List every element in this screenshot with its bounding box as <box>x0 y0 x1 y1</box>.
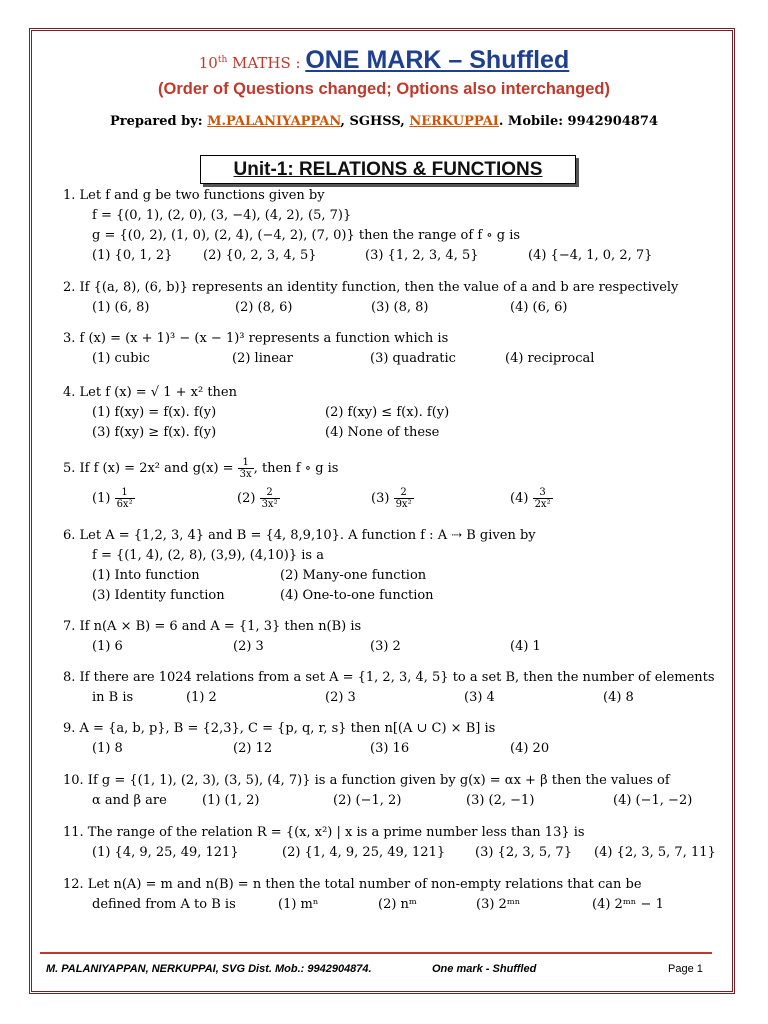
q5-g-numerator: 1 <box>238 457 254 469</box>
q4-text: 4. Let f (x) = √ 1 + x² then <box>63 385 237 400</box>
q8-text: 8. If there are 1024 relations from a set A = {1, 2, 3, 4, 5} to a set B, then the number of elements <box>63 670 715 685</box>
q8-option-1: (1) 2 <box>186 690 217 705</box>
q11-text: 11. The range of the relation R = {(x, x²) | x is a prime number less than 13} is <box>63 825 585 840</box>
q5-option-1 <box>92 487 135 510</box>
q3-option-2: (2) linear <box>232 351 293 366</box>
footer-page-number: Page 1 <box>668 963 703 975</box>
q7-text: 7. If n(A × B) = 6 and A = {1, 3} then n(B) is <box>63 619 362 634</box>
q3-option-1: (1) cubic <box>92 351 150 366</box>
footer-doc-title: One mark - Shuffled <box>432 963 537 975</box>
q5-option-1-numerator: 1 <box>115 487 135 499</box>
q5-g-fraction <box>238 457 254 480</box>
q2-option-4: (4) (6, 6) <box>510 300 568 315</box>
q7-option-3: (3) 2 <box>370 639 401 654</box>
q10-option-3: (3) (2, −1) <box>466 793 535 808</box>
q6-option-1: (1) Into function <box>92 568 200 583</box>
q5-text-start: 5. If f (x) = 2x² and g(x) = <box>63 461 238 476</box>
q5-option-2-label: (2) <box>237 491 256 506</box>
mobile-number: . Mobile: 9942904874 <box>498 114 659 129</box>
school-name: , SGHSS, <box>340 114 410 129</box>
q10-option-2: (2) (−1, 2) <box>333 793 402 808</box>
q5-option-1-fraction <box>115 487 135 510</box>
q5-option-4-denominator: 2x² <box>534 499 551 510</box>
q1-option-4: (4) {−4, 1, 0, 2, 7} <box>528 248 653 263</box>
q3-text: 3. f (x) = (x + 1)³ − (x − 1)³ represents a function which is <box>63 331 449 346</box>
prepared-by <box>0 114 768 129</box>
q5-option-4-label: (4) <box>510 491 529 506</box>
page-subtitle: (Order of Questions changed; Options also interchanged) <box>158 80 610 98</box>
q5-option-1-label: (1) <box>92 491 111 506</box>
q10-option-4: (4) (−1, −2) <box>613 793 693 808</box>
q5-option-2-fraction <box>260 487 280 510</box>
q9-option-4: (4) 20 <box>510 741 550 756</box>
q9-option-2: (2) 12 <box>233 741 273 756</box>
place-name: NERKUPPAI <box>409 114 499 129</box>
q5-option-3-denominator: 9x² <box>395 499 412 510</box>
q7-option-2: (2) 3 <box>233 639 264 654</box>
q10-option-1: (1) (1, 2) <box>202 793 260 808</box>
q12-option-3: (3) 2ᵐⁿ <box>476 897 521 912</box>
q7-option-1: (1) 6 <box>92 639 123 654</box>
q6-option-2: (2) Many-one function <box>280 568 427 583</box>
footer-divider <box>40 952 712 954</box>
q11-option-4: (4) {2, 3, 5, 7, 11} <box>594 845 716 860</box>
q2-option-3: (3) (8, 8) <box>371 300 429 315</box>
q8-option-4: (4) 8 <box>603 690 634 705</box>
q8-text-cont: in B is <box>92 690 134 705</box>
q5-option-3 <box>371 487 414 510</box>
q12-text-cont: defined from A to B is <box>92 897 236 912</box>
title-subject: MATHS : <box>227 54 306 72</box>
q4-option-1: (1) f(xy) = f(x). f(y) <box>92 405 217 420</box>
q5-option-3-numerator: 2 <box>394 487 414 499</box>
prepared-label: Prepared by: <box>109 114 208 129</box>
q9-option-1: (1) 8 <box>92 741 123 756</box>
q2-text: 2. If {(a, 8), (6, b)} represents an identity function, then the value of a and b are respectively <box>63 280 679 295</box>
q4-option-3: (3) f(xy) ≥ f(x). f(y) <box>92 425 217 440</box>
q5-option-3-fraction <box>394 487 414 510</box>
q12-option-1: (1) mⁿ <box>278 897 319 912</box>
q5-option-4-fraction <box>533 487 553 510</box>
q4-option-4: (4) None of these <box>325 425 440 440</box>
footer-author: M. PALANIYAPPAN, NERKUPPAI, SVG Dist. Mob.: 9942904874. <box>46 963 372 975</box>
author-name: M.PALANIYAPPAN <box>207 114 341 129</box>
q9-text: 9. A = {a, b, p}, B = {2,3}, C = {p, q, r, s} then n[(A ∪ C) × B] is <box>63 721 496 736</box>
q2-option-1: (1) (6, 8) <box>92 300 150 315</box>
q5-option-4 <box>510 487 553 510</box>
q3-option-4: (4) reciprocal <box>505 351 595 366</box>
q5-option-1-denominator: 6x² <box>116 499 133 510</box>
q1-g-definition: g = {(0, 2), (1, 0), (2, 4), (−4, 2), (7, 0)} then the range of f ∘ g is <box>92 228 521 243</box>
q1-f-definition: f = {(0, 1), (2, 0), (3, −4), (4, 2), (5, 7)} <box>92 208 352 223</box>
q1-option-2: (2) {0, 2, 3, 4, 5} <box>203 248 317 263</box>
q10-text-cont: α and β are <box>92 793 167 808</box>
q7-option-4: (4) 1 <box>510 639 541 654</box>
q6-option-4: (4) One-to-one function <box>280 588 434 603</box>
q1-option-1: (1) {0, 1, 2} <box>92 248 173 263</box>
q5-option-2-denominator: 3x² <box>261 499 278 510</box>
q6-option-3: (3) Identity function <box>92 588 225 603</box>
q12-text: 12. Let n(A) = m and n(B) = n then the total number of non-empty relations that can be <box>63 877 642 892</box>
q1-option-3: (3) {1, 2, 3, 4, 5} <box>365 248 479 263</box>
q5-g-denominator: 3x <box>239 469 252 480</box>
q5-text <box>63 457 338 480</box>
unit-heading: Unit-1: RELATIONS & FUNCTIONS <box>233 159 543 180</box>
q11-option-1: (1) {4, 9, 25, 49, 121} <box>92 845 239 860</box>
q6-text: 6. Let A = {1,2, 3, 4} and B = {4, 8,9,10}. A function f : A ⇢ B given by <box>63 528 536 543</box>
q5-option-4-numerator: 3 <box>533 487 553 499</box>
q8-option-3: (3) 4 <box>464 690 495 705</box>
title-class-suffix: th <box>217 55 228 65</box>
q5-text-end: , then f ∘ g is <box>253 461 339 476</box>
title-class-number: 10 <box>198 54 218 72</box>
unit-heading-box <box>200 155 576 184</box>
q5-option-3-label: (3) <box>371 491 390 506</box>
q6-f-definition: f = {(1, 4), (2, 8), (3,9), (4,10)} is a <box>92 548 324 563</box>
q5-option-2-numerator: 2 <box>260 487 280 499</box>
q11-option-2: (2) {1, 4, 9, 25, 49, 121} <box>282 845 446 860</box>
q12-option-4: (4) 2ᵐⁿ − 1 <box>592 897 664 912</box>
q5-option-2 <box>237 487 280 510</box>
q10-text: 10. If g = {(1, 1), (2, 3), (3, 5), (4, 7)} is a function given by g(x) = αx + β then the values of <box>63 773 670 788</box>
title-main: ONE MARK – Shuffled <box>305 46 570 74</box>
q2-option-2: (2) (8, 6) <box>235 300 293 315</box>
q9-option-3: (3) 16 <box>370 741 410 756</box>
q12-option-2: (2) nᵐ <box>378 897 417 912</box>
q1-text: 1. Let f and g be two functions given by <box>63 188 325 203</box>
q4-option-2: (2) f(xy) ≤ f(x). f(y) <box>325 405 450 420</box>
q3-option-3: (3) quadratic <box>370 351 456 366</box>
q8-option-2: (2) 3 <box>325 690 356 705</box>
page-title <box>0 46 768 75</box>
q11-option-3: (3) {2, 3, 5, 7} <box>475 845 572 860</box>
